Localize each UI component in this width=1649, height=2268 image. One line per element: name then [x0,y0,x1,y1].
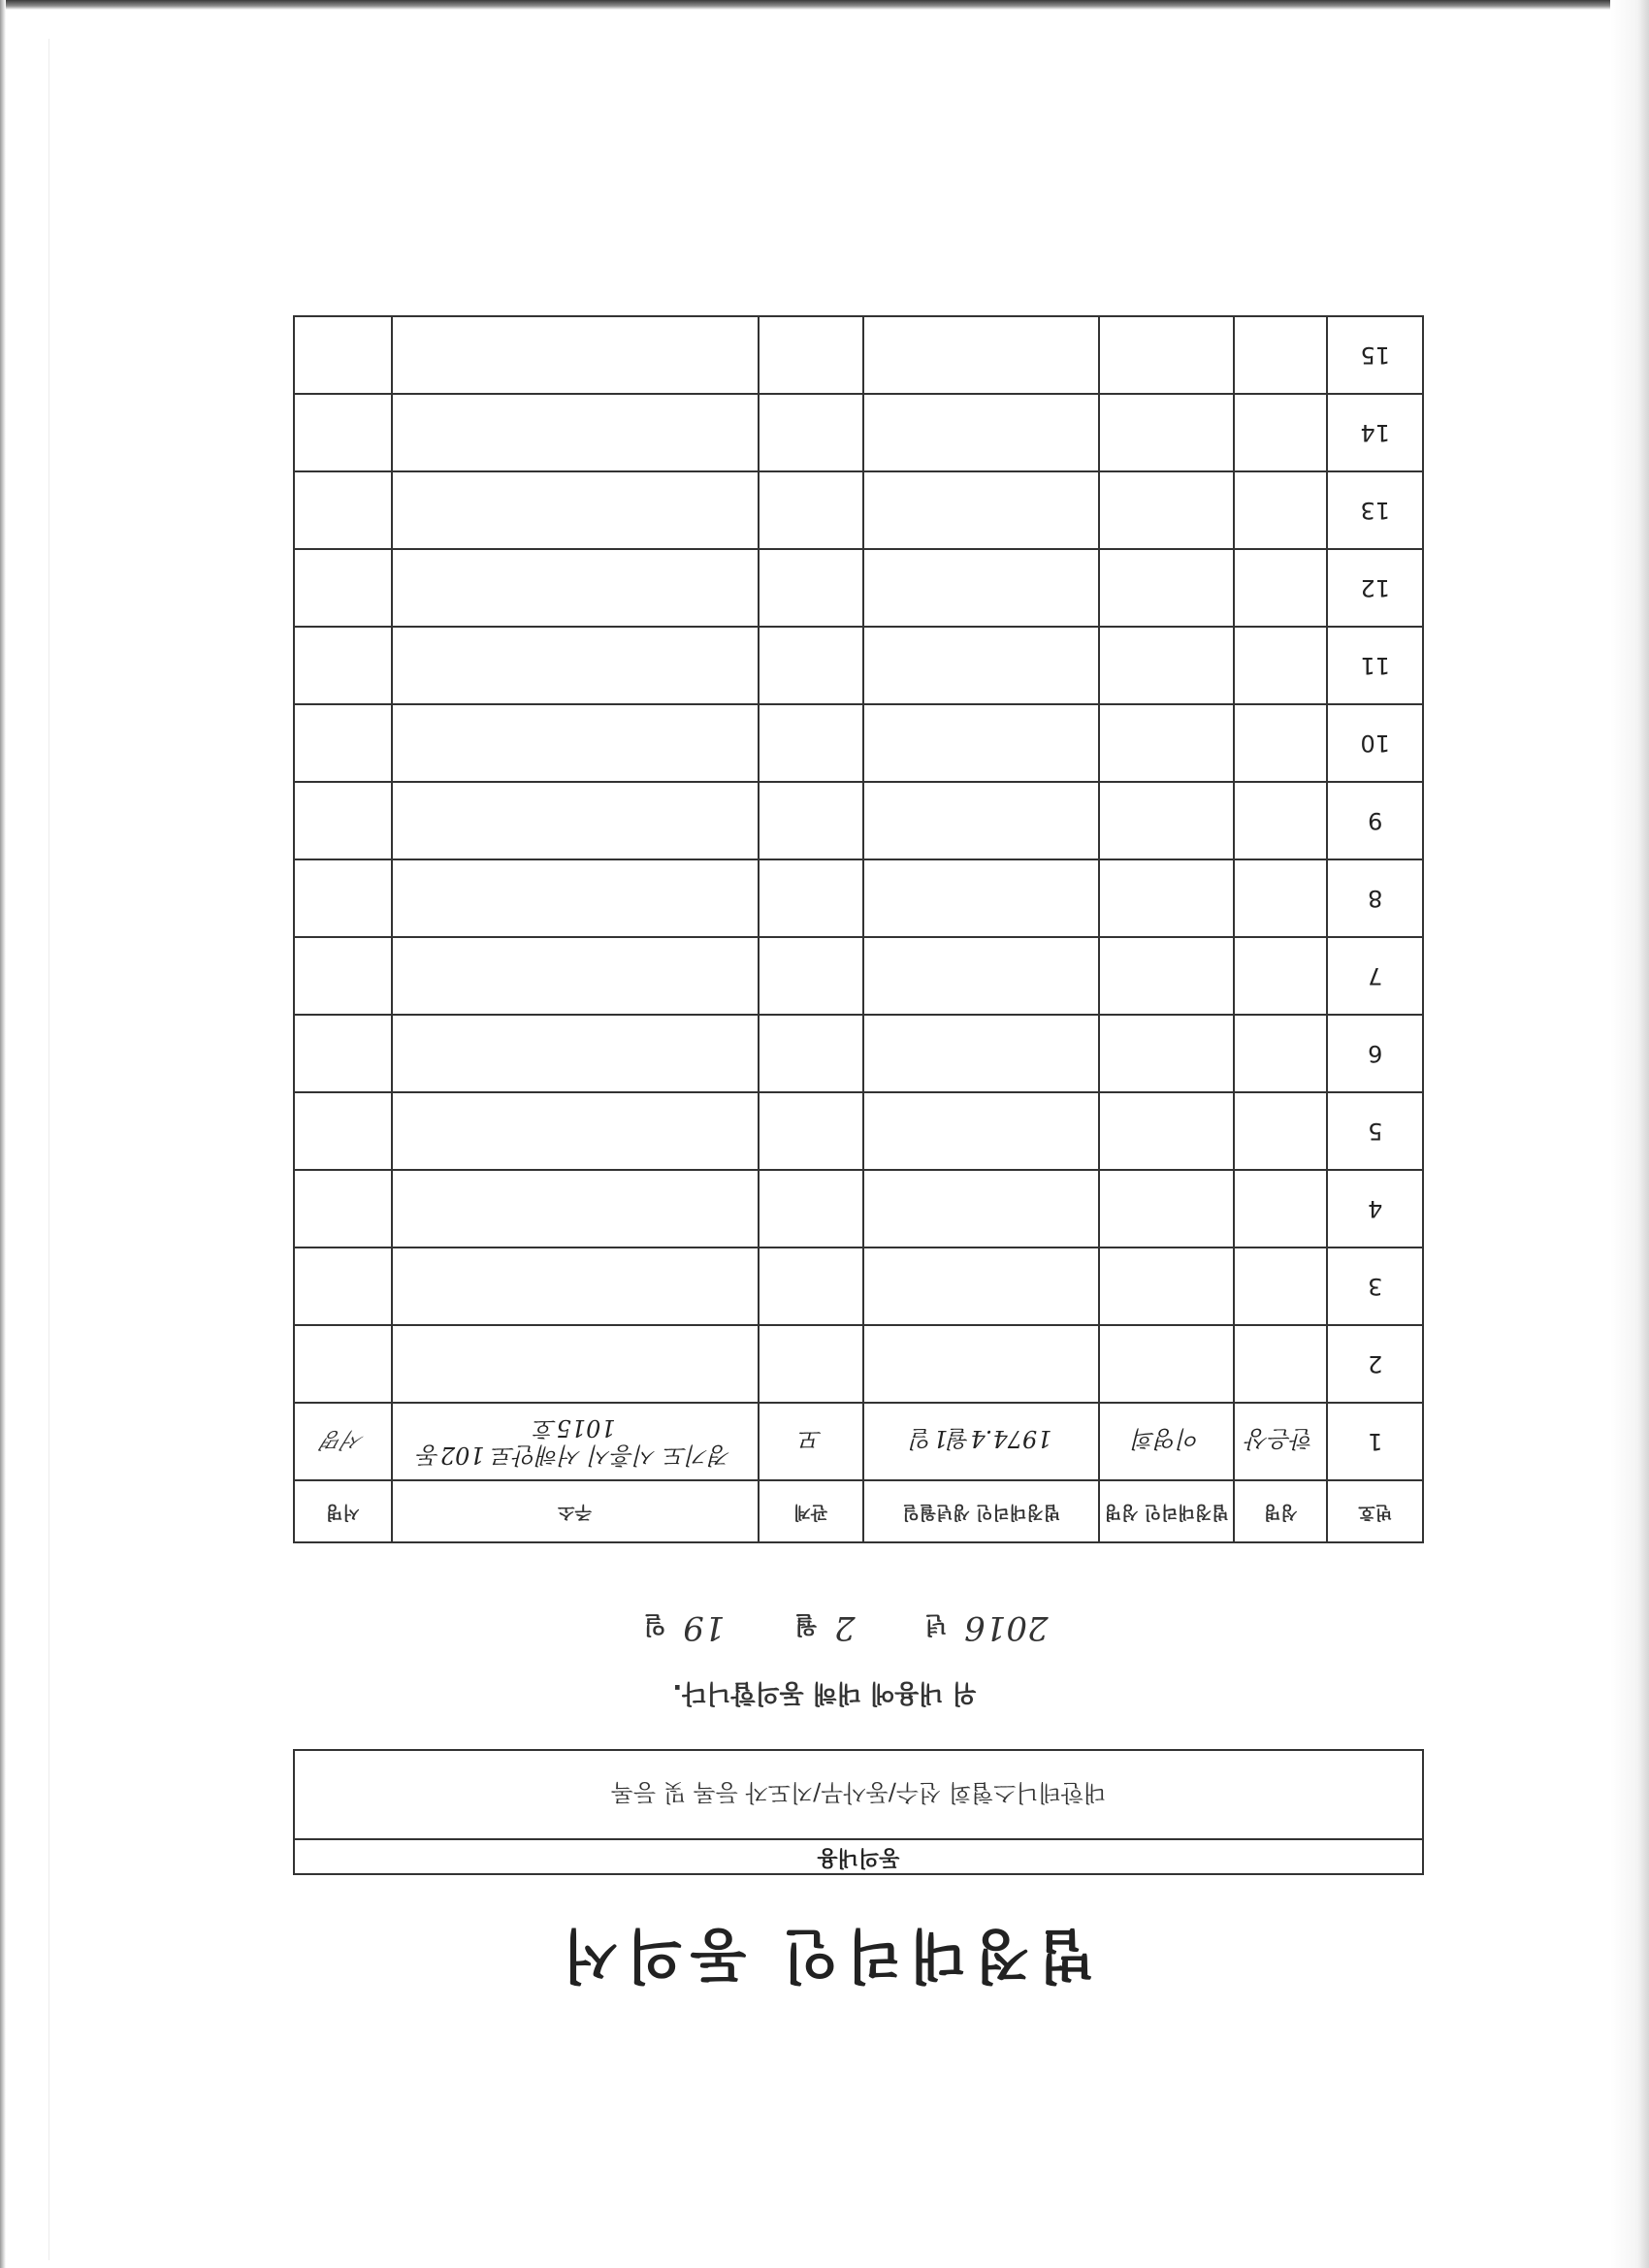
date-day: 19 [683,1608,726,1647]
cell-name [1234,471,1327,549]
cell-address: 경기도 시흥시 서해안로 102동 1015호 [392,1403,759,1480]
cell-signature [294,704,392,782]
cell-address [392,937,759,1015]
cell-name [1234,1247,1327,1325]
header-guardian-birth: 법정대리인 생년월일 [863,1480,1099,1542]
cell-name [1234,627,1327,704]
cell-relation [759,1247,864,1325]
cell-name [1234,1015,1327,1092]
guardian-roster-table [293,315,1424,1543]
cell-address [392,471,759,549]
cell-relation [759,1170,864,1247]
cell-guardian-birth [863,1325,1099,1403]
cell-number: 15 [1328,316,1424,394]
table-header-row [294,1480,1423,1542]
cell-guardian-birth [863,1247,1099,1325]
cell-name [1234,549,1327,627]
table-row [294,859,1423,937]
table-row [294,704,1423,782]
cell-relation: 모 [759,1403,864,1480]
signing-date [0,1608,1649,1647]
date-month-label: 월 [794,1611,818,1638]
cell-signature [294,1015,392,1092]
cell-guardian-name [1099,1015,1234,1092]
cell-guardian-birth [863,704,1099,782]
cell-name [1234,1170,1327,1247]
cell-guardian-name [1099,394,1234,471]
cell-address [392,1170,759,1247]
header-address: 주소 [392,1480,759,1542]
cell-guardian-birth [863,471,1099,549]
date-month: 2 [833,1608,856,1647]
cell-number: 8 [1328,859,1424,937]
cell-signature [294,859,392,937]
cell-number: 13 [1328,471,1424,549]
cell-signature [294,316,392,394]
table-row [294,1247,1423,1325]
cell-number: 10 [1328,704,1424,782]
cell-address [392,1247,759,1325]
cell-address [392,704,759,782]
cell-number: 6 [1328,1015,1424,1092]
cell-number: 3 [1328,1247,1424,1325]
cell-address [392,316,759,394]
cell-name [1234,937,1327,1015]
cell-relation [759,471,864,549]
consent-section [293,1749,1424,1875]
cell-address [392,782,759,859]
cell-address [392,627,759,704]
date-day-label: 일 [643,1611,666,1638]
header-guardian-name: 법정대리인 성명 [1099,1480,1234,1542]
cell-guardian-birth [863,1015,1099,1092]
cell-relation [759,394,864,471]
cell-guardian-name [1099,549,1234,627]
cell-guardian-name [1099,859,1234,937]
date-year: 2016 [964,1608,1049,1647]
cell-number: 12 [1328,549,1424,627]
cell-number: 9 [1328,782,1424,859]
cell-guardian-name [1099,1170,1234,1247]
header-name: 성명 [1234,1480,1327,1542]
cell-guardian-birth [863,1092,1099,1170]
table-row [294,549,1423,627]
cell-number: 14 [1328,394,1424,471]
cell-name [1234,1325,1327,1403]
table-row [294,627,1423,704]
cell-guardian-birth [863,937,1099,1015]
cell-signature [294,937,392,1015]
cell-relation [759,1325,864,1403]
cell-number: 5 [1328,1092,1424,1170]
header-relation: 관계 [759,1480,864,1542]
cell-guardian-name: 이영희 [1099,1403,1234,1480]
cell-signature [294,549,392,627]
cell-number: 1 [1328,1403,1424,1480]
cell-signature [294,1170,392,1247]
signature-mark: 서명 [318,1427,369,1452]
date-year-label: 년 [924,1611,948,1638]
cell-guardian-birth: 1974.4월1일 [863,1403,1099,1480]
table-row [294,1325,1423,1403]
cell-relation [759,782,864,859]
cell-guardian-birth [863,549,1099,627]
cell-number: 7 [1328,937,1424,1015]
table-row [294,937,1423,1015]
cell-guardian-name [1099,471,1234,549]
cell-guardian-birth [863,859,1099,937]
cell-name [1234,394,1327,471]
cell-guardian-birth [863,1170,1099,1247]
cell-relation [759,1015,864,1092]
cell-guardian-name [1099,782,1234,859]
cell-address [392,394,759,471]
cell-guardian-name [1099,1092,1234,1170]
cell-guardian-name [1099,1325,1234,1403]
cell-name [1234,782,1327,859]
table-row [294,394,1423,471]
table-row [294,1170,1423,1247]
cell-signature [294,1403,392,1480]
table-row [294,1092,1423,1170]
table-row [294,471,1423,549]
table-row [294,1403,1423,1480]
cell-relation [759,316,864,394]
cell-name [1234,704,1327,782]
header-signature: 서명 [294,1480,392,1542]
table-row [294,316,1423,394]
consent-heading: 동의내용 [295,1838,1422,1873]
cell-name [1234,859,1327,937]
document-title: 법정대리인 동의서 [554,1921,1095,1989]
cell-guardian-name [1099,1247,1234,1325]
cell-guardian-birth [863,627,1099,704]
cell-guardian-name [1099,316,1234,394]
cell-address [392,1015,759,1092]
cell-name [1234,316,1327,394]
consent-body: 대한테니스협회 선수/동사무/지도자 등록 및 등록 [610,1779,1107,1806]
cell-signature [294,1325,392,1403]
cell-signature [294,782,392,859]
cell-address [392,1325,759,1403]
cell-address [392,549,759,627]
cell-guardian-birth [863,394,1099,471]
cell-number: 2 [1328,1325,1424,1403]
table-row [294,782,1423,859]
cell-relation [759,1092,864,1170]
cell-guardian-birth [863,782,1099,859]
cell-relation [759,627,864,704]
cell-relation [759,937,864,1015]
cell-number: 11 [1328,627,1424,704]
cell-signature [294,1247,392,1325]
cell-address [392,1092,759,1170]
cell-name: 한은상 [1234,1403,1327,1480]
cell-signature [294,627,392,704]
cell-relation [759,859,864,937]
cell-signature [294,394,392,471]
table-row [294,1015,1423,1092]
cell-guardian-name [1099,937,1234,1015]
cell-number: 4 [1328,1170,1424,1247]
cell-signature [294,1092,392,1170]
cell-guardian-birth [863,316,1099,394]
cell-guardian-name [1099,627,1234,704]
agreement-statement: 위 내용에 대해 동의합니다. [672,1678,977,1707]
cell-address [392,859,759,937]
cell-relation [759,549,864,627]
cell-relation [759,704,864,782]
cell-guardian-name [1099,704,1234,782]
cell-signature [294,471,392,549]
header-number: 번호 [1328,1480,1424,1542]
cell-name [1234,1092,1327,1170]
